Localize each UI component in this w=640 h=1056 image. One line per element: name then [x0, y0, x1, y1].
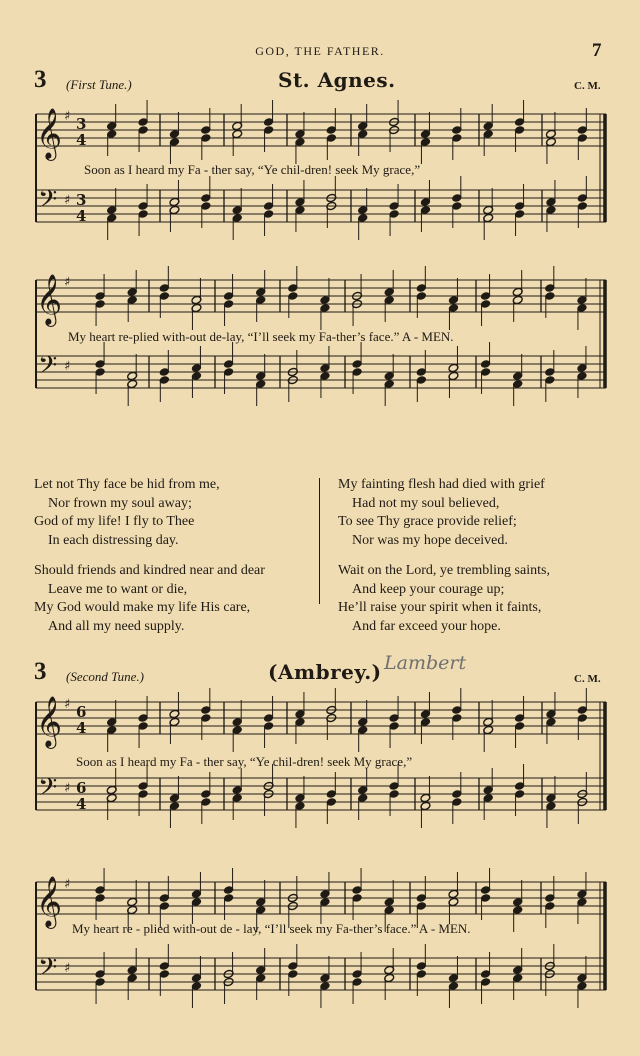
- verse-line: Nor was my hope deceived.: [352, 532, 508, 548]
- key-signature-sharp-icon: ♯: [64, 109, 71, 124]
- time-signature-top: 3: [76, 191, 87, 209]
- verse-line: Should friends and kindred near and dear: [34, 563, 265, 578]
- key-signature-sharp-icon: ♯: [64, 697, 71, 712]
- stanza-gap: [34, 550, 265, 562]
- verse-line: Nor frown my soul away;: [48, 495, 192, 511]
- verse-line: And far exceed your hope.: [352, 618, 501, 634]
- time-signature-bottom: 4: [76, 719, 87, 737]
- key-signature-sharp-icon: ♯: [64, 193, 71, 208]
- verses-left-column: [34, 476, 265, 636]
- pencil-annotation-lambert: Lambert: [384, 652, 467, 674]
- page-number: 7: [592, 40, 602, 61]
- time-signature-bottom: 4: [76, 795, 87, 813]
- meter-first: C. M.: [574, 80, 601, 92]
- hymn-number-second: 3: [34, 658, 47, 685]
- verses-right-column: [338, 476, 550, 636]
- hymn-number-first: 3: [34, 66, 47, 93]
- key-signature-sharp-icon: ♯: [64, 781, 71, 796]
- verse-line: In each distressing day.: [48, 532, 179, 548]
- staff-svg-1: [0, 104, 640, 254]
- staff-svg-2: [0, 270, 640, 420]
- key-signature-sharp-icon: ♯: [64, 877, 71, 892]
- key-signature-sharp-icon: ♯: [64, 275, 71, 290]
- verse-line: Wait on the Lord, ye trembling saints,: [338, 563, 550, 578]
- time-signature-top: 3: [76, 115, 87, 133]
- tune-name-st-agnes: St. Agnes.: [278, 68, 396, 92]
- verse-line: Leave me to want or die,: [48, 581, 188, 597]
- first-tune-label: (First Tune.): [66, 77, 132, 92]
- verse-line: And keep your courage up;: [352, 581, 505, 597]
- lyric-line-1: Soon as I heard my Fa - ther say, “Ye chil-dren! seek My grace,”: [84, 162, 421, 177]
- verse-line: To see Thy grace provide relief;: [338, 514, 517, 529]
- verse-line: Had not my soul believed,: [352, 495, 500, 511]
- verse-line: My fainting flesh had died with grief: [338, 477, 545, 492]
- key-signature-sharp-icon: ♯: [64, 359, 71, 374]
- staff-svg-4: [0, 872, 640, 1022]
- lyric-line-3: Soon as I heard my Fa - ther say, “Ye chil-dren! seek My grace,”: [76, 754, 413, 769]
- lyric-line-2: My heart re-plied with-out de-lay, “I’ll seek my Fa-ther’s face.” A - MEN.: [68, 329, 454, 344]
- bass-clef-icon: 𝄢: [38, 953, 58, 988]
- second-tune-label: (Second Tune.): [66, 669, 144, 684]
- key-signature-sharp-icon: ♯: [64, 961, 71, 976]
- verse-line: God of my life! I fly to Thee: [34, 514, 195, 529]
- time-signature-top: 6: [76, 779, 87, 797]
- verse-line: My God would make my life His care,: [34, 600, 251, 615]
- treble-clef-icon: 𝄞: [36, 876, 63, 927]
- time-signature-bottom: 4: [76, 131, 87, 149]
- bass-clef-icon: 𝄢: [38, 185, 58, 220]
- running-head: GOD, THE FATHER.: [255, 44, 385, 58]
- verse-line: And all my need supply.: [48, 618, 185, 634]
- time-signature-top: 6: [76, 703, 87, 721]
- tune-name-ambrey: (Ambrey.): [268, 660, 382, 684]
- treble-clef-icon: 𝄞: [36, 696, 63, 747]
- treble-clef-icon: 𝄞: [36, 274, 63, 325]
- bass-clef-icon: 𝄢: [38, 351, 58, 386]
- column-divider: [319, 478, 320, 604]
- verse-line: He’ll raise your spirit when it faints,: [338, 600, 542, 615]
- meter-second: C. M.: [574, 673, 601, 685]
- treble-clef-icon: 𝄞: [36, 108, 63, 159]
- verse-line: Let not Thy face be hid from me,: [34, 477, 220, 492]
- lyric-line-4: My heart re - plied with-out de - lay, “I’ll seek my Fa-ther’s face.” A - MEN.: [72, 921, 471, 936]
- time-signature-bottom: 4: [76, 207, 87, 225]
- bass-clef-icon: 𝄢: [38, 773, 58, 808]
- stanza-gap: [338, 550, 550, 562]
